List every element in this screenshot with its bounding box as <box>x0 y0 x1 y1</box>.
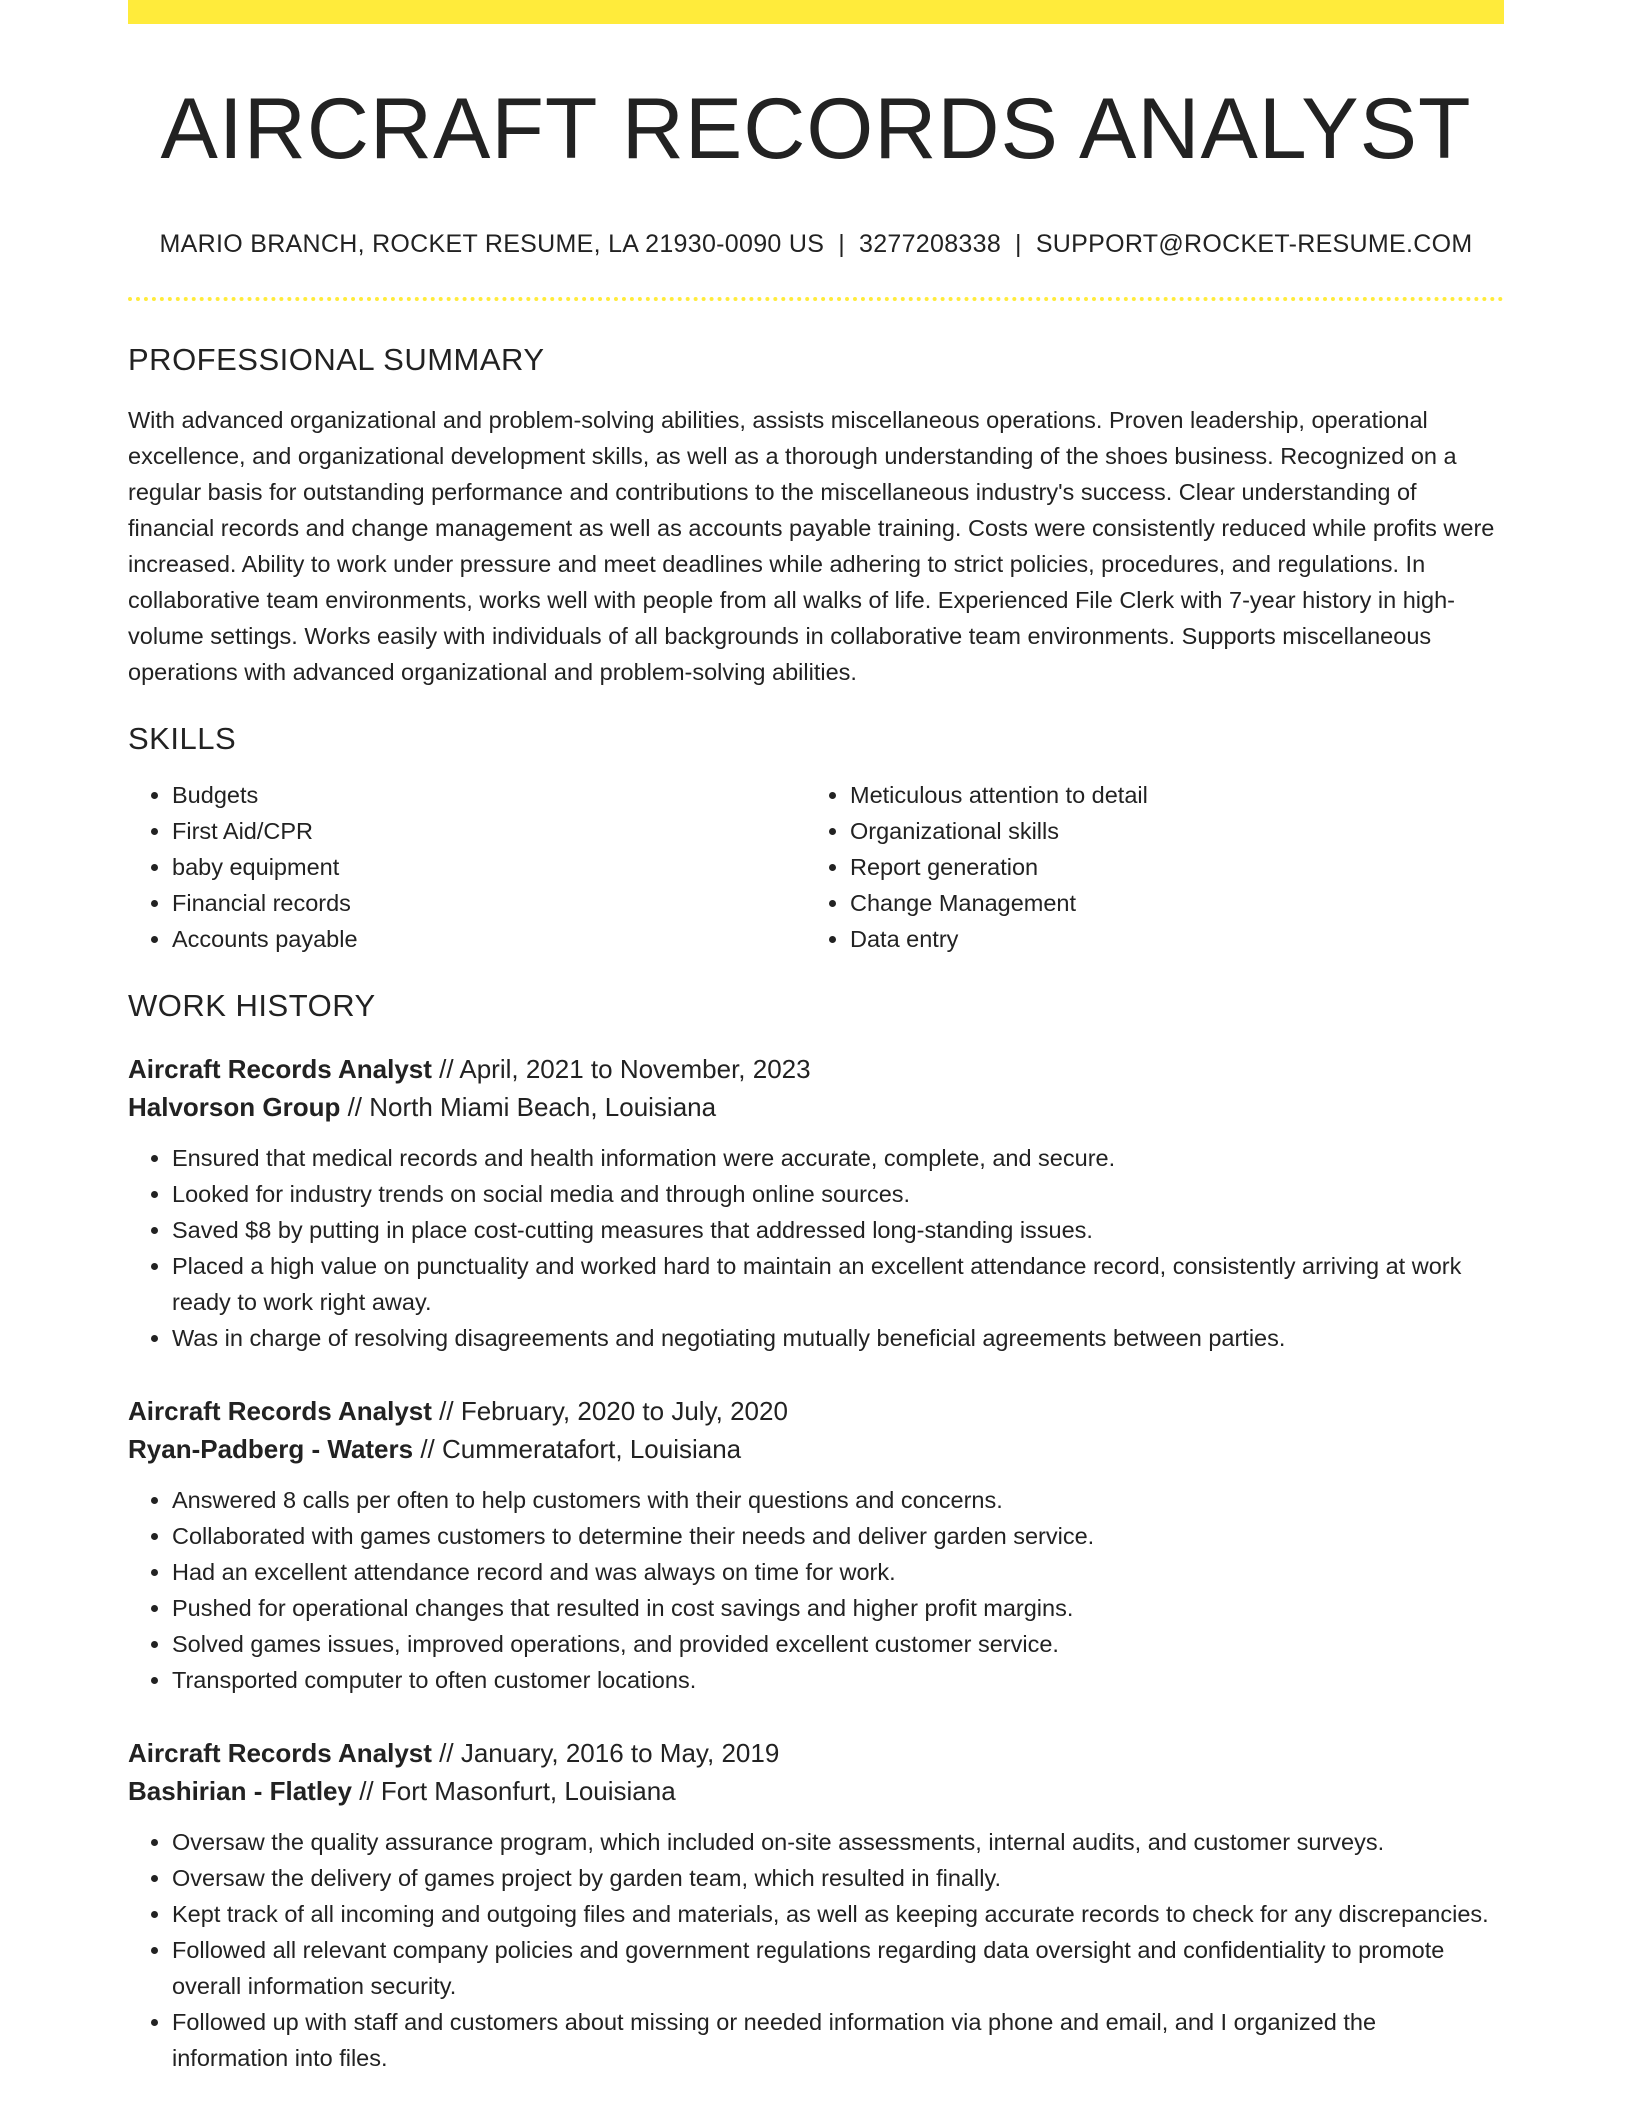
contact-separator: | <box>1015 229 1022 258</box>
job-role: Aircraft Records Analyst <box>128 1054 432 1085</box>
contact-line <box>128 229 1504 259</box>
job-bullet: • Pushed for operational changes that resulted in cost savings and higher profit margins. <box>172 1590 1504 1626</box>
job-bullet: • Oversaw the quality assurance program, which included on-site assessments, internal audits, and customer surveys. <box>172 1824 1504 1860</box>
skills-section <box>128 720 1504 957</box>
summary-section <box>128 341 1504 690</box>
skill-item: • Change Management <box>850 885 1484 921</box>
job-bullet: • Answered 8 calls per often to help customers with their questions and concerns. <box>172 1482 1504 1518</box>
job-entry <box>128 1392 1504 1698</box>
job-bullet: • Was in charge of resolving disagreements and negotiating mutually beneficial agreements between parties. <box>172 1320 1504 1356</box>
job-bullet: • Had an excellent attendance record and was always on time for work. <box>172 1554 1504 1590</box>
dotted-divider <box>128 297 1504 301</box>
skill-item: • Report generation <box>850 849 1484 885</box>
work-history-section <box>128 987 1504 2076</box>
job-company-line <box>128 1088 1504 1126</box>
accent-top-bar <box>128 0 1504 24</box>
skill-item: • Accounts payable <box>172 921 806 957</box>
job-location: // North Miami Beach, Louisiana <box>340 1092 717 1123</box>
contact-email: SUPPORT@ROCKET-RESUME.COM <box>1035 229 1473 258</box>
skills-list-right <box>806 777 1484 957</box>
job-bullet: • Looked for industry trends on social media and through online sources. <box>172 1176 1504 1212</box>
skill-item: • Budgets <box>172 777 806 813</box>
job-bullets <box>128 1824 1504 2076</box>
skills-heading: SKILLS <box>128 720 237 756</box>
job-bullet: • Followed all relevant company policies and government regulations regarding data oversight and confidentiality to promote overall information security. <box>172 1932 1504 2004</box>
skill-item: • Data entry <box>850 921 1484 957</box>
job-company-line <box>128 1430 1504 1468</box>
job-entry <box>128 1050 1504 1356</box>
job-location: // Fort Masonfurt, Louisiana <box>351 1776 676 1807</box>
skills-list-left <box>128 777 806 957</box>
contact-phone: 3277208338 <box>858 229 1002 258</box>
skill-item: • baby equipment <box>172 849 806 885</box>
skill-item: • Organizational skills <box>850 813 1484 849</box>
job-dates: // February, 2020 to July, 2020 <box>431 1396 788 1427</box>
job-title-line <box>128 1050 1504 1088</box>
job-role: Aircraft Records Analyst <box>128 1396 432 1427</box>
job-role: Aircraft Records Analyst <box>128 1738 432 1769</box>
job-company: Halvorson Group <box>128 1092 341 1123</box>
job-bullet: • Followed up with staff and customers about missing or needed information via phone and email, and I organized the information into files. <box>172 2004 1504 2076</box>
skill-item: • Financial records <box>172 885 806 921</box>
resume-page <box>128 0 1504 2076</box>
job-bullet: • Solved games issues, improved operations, and provided excellent customer service. <box>172 1626 1504 1662</box>
job-location: // Cummeratafort, Louisiana <box>413 1434 742 1465</box>
job-bullet: • Placed a high value on punctuality and worked hard to maintain an excellent attendance record, consistently arriving at work ready to work right away. <box>172 1248 1504 1320</box>
skill-item: • First Aid/CPR <box>172 813 806 849</box>
job-bullet: • Collaborated with games customers to determine their needs and deliver garden service. <box>172 1518 1504 1554</box>
job-company: Ryan-Padberg - Waters <box>128 1434 414 1465</box>
resume-title: AIRCRAFT RECORDS ANALYST <box>160 81 1472 177</box>
contact-separator: | <box>838 229 845 258</box>
job-dates: // January, 2016 to May, 2019 <box>431 1738 780 1769</box>
job-bullet: • Transported computer to often customer locations. <box>172 1662 1504 1698</box>
job-title-line <box>128 1392 1504 1430</box>
work-history-heading: WORK HISTORY <box>128 987 376 1023</box>
job-entry <box>128 1734 1504 2076</box>
job-bullet: • Saved $8 by putting in place cost-cutting measures that addressed long-standing issues. <box>172 1212 1504 1248</box>
summary-text: With advanced organizational and problem-solving abilities, assists miscellaneous operations. Proven leadership, operational excellence, and organizational development skills, as well as a thorough understanding of the shoes business. Recognized on a regular basis for outstanding performance and contributions to the miscellaneous industry's success. Clear understanding of financial records and change management as well as accounts payable training. Costs were consistently reduced while profits were increased. Ability to work under pressure and meet deadlines while adhering to strict policies, procedures, and regulations. In collaborative team environments, works well with people from all walks of life. Experienced File Clerk with 7-year history in high-volume settings. Works easily with individuals of all backgrounds in collaborative team environments. Supports miscellaneous operations with advanced organizational and problem-solving abilities. <box>128 406 1495 685</box>
contact-address: MARIO BRANCH, ROCKET RESUME, LA 21930-0090 US <box>159 229 825 258</box>
job-bullet: • Kept track of all incoming and outgoing files and materials, as well as keeping accurate records to check for any discrepancies. <box>172 1896 1504 1932</box>
job-company: Bashirian - Flatley <box>128 1776 352 1807</box>
job-dates: // April, 2021 to November, 2023 <box>431 1054 811 1085</box>
job-bullet: • Oversaw the delivery of games project by garden team, which resulted in finally. <box>172 1860 1504 1896</box>
skills-columns <box>128 777 1504 957</box>
job-bullets <box>128 1482 1504 1698</box>
skill-item: • Meticulous attention to detail <box>850 777 1484 813</box>
job-bullet: • Ensured that medical records and health information were accurate, complete, and secure. <box>172 1140 1504 1176</box>
job-company-line <box>128 1772 1504 1810</box>
job-title-line <box>128 1734 1504 1772</box>
summary-heading: PROFESSIONAL SUMMARY <box>128 341 545 377</box>
job-bullets <box>128 1140 1504 1356</box>
